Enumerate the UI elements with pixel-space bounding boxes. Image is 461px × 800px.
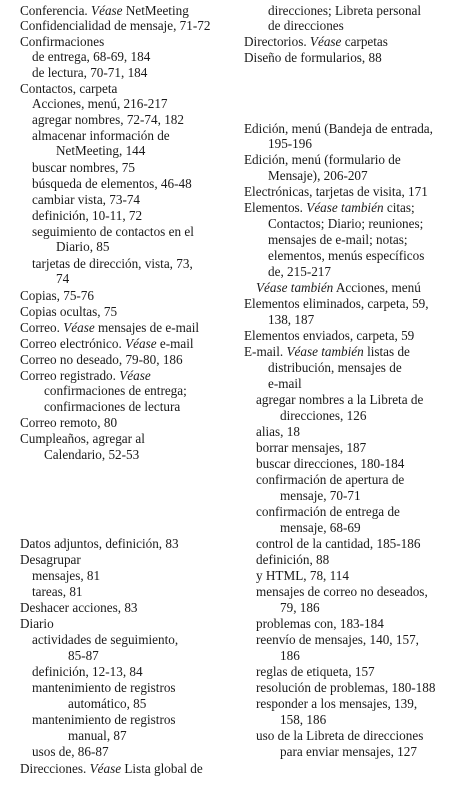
index-entry-text: 74 — [56, 271, 70, 286]
index-entry-text: uso de la Libreta de direcciones — [256, 728, 424, 743]
index-entry-text: Diario, 85 — [56, 239, 110, 254]
index-entry — [68, 648, 99, 663]
index-entry-text: Diario — [20, 616, 54, 631]
index-entry-text: mensajes de e-mail; notas; — [268, 232, 408, 247]
index-entry-text: Copias ocultas, 75 — [20, 304, 118, 319]
index-entry — [20, 352, 183, 367]
index-entry-text: Correo electrónico. — [20, 336, 126, 351]
index-entry — [32, 744, 109, 759]
index-entry — [268, 168, 368, 183]
index-entry — [20, 431, 145, 446]
index-entry-text: Contactos; Diario; reuniones; — [268, 216, 424, 231]
index-entry — [268, 232, 408, 247]
index-entry-text: 186 — [280, 648, 300, 663]
index-entry — [20, 320, 199, 335]
index-entry — [268, 376, 302, 391]
index-entry — [20, 18, 210, 33]
index-entry — [244, 152, 401, 167]
index-entry — [280, 520, 361, 535]
cross-reference-label: Véase — [91, 3, 123, 18]
index-entry-text: actividades de seguimiento, — [32, 632, 179, 647]
index-entry — [20, 288, 94, 303]
index-entry — [256, 680, 435, 695]
index-entry — [280, 744, 417, 759]
cross-reference-label: Véase — [119, 368, 151, 383]
index-entry — [244, 344, 410, 359]
index-entry-text: E-mail. — [244, 344, 287, 359]
cross-reference-label: Véase — [63, 320, 95, 335]
index-entry-text: carpetas — [341, 34, 388, 49]
index-entry — [244, 296, 429, 311]
index-entry-text: definición, 88 — [256, 552, 330, 567]
index-entry — [20, 304, 117, 319]
index-entry-text: para enviar mensajes, 127 — [280, 744, 417, 759]
index-entry-text: NetMeeting — [122, 3, 189, 18]
index-entry — [68, 728, 127, 743]
index-entry — [256, 664, 375, 679]
index-entry — [256, 632, 419, 647]
index-entry — [32, 96, 168, 111]
index-entry-text: borrar mensajes, 187 — [256, 440, 367, 455]
index-entry-text: e-mail — [156, 336, 194, 351]
index-entry-text: Elementos. — [244, 200, 307, 215]
index-entry-text: Desagrupar — [20, 552, 81, 567]
index-entry-text: buscar direcciones, 180-184 — [256, 456, 405, 471]
index-entry — [68, 696, 146, 711]
index-entry-text: reenvío de mensajes, 140, 157, — [256, 632, 419, 647]
index-entry-text: manual, 87 — [68, 728, 127, 743]
index-entry-text: Conferencia. — [20, 3, 92, 18]
index-entry-text: mantenimiento de registros — [32, 680, 176, 695]
index-entry-text: Confidencialidad de mensaje, 71-72 — [20, 18, 211, 33]
index-entry — [268, 3, 421, 18]
index-entry — [20, 368, 151, 383]
index-entry-text: 79, 186 — [280, 600, 320, 615]
index-entry — [244, 200, 415, 215]
index-entry-text: mensajes, 81 — [32, 568, 101, 583]
index-entry — [20, 600, 138, 615]
index-entry-text: cambiar vista, 73-74 — [32, 192, 141, 207]
index-entry — [244, 328, 414, 343]
index-entry — [256, 616, 384, 631]
index-entry-text: confirmaciones de entrega; — [44, 383, 187, 398]
index-entry-text: Elementos eliminados, carpeta, 59, — [244, 296, 429, 311]
index-entry-text: 195-196 — [268, 136, 312, 151]
index-entry-text: e-mail — [268, 376, 302, 391]
index-entry — [244, 121, 433, 136]
index-entry — [32, 664, 143, 679]
index-entry-text: resolución de problemas, 180-188 — [256, 680, 436, 695]
index-entry-text: tarjetas de dirección, vista, 73, — [32, 256, 193, 271]
index-entry-text: y HTML, 78, 114 — [256, 568, 349, 583]
index-entry-text: problemas con, 183-184 — [256, 616, 384, 631]
index-entry — [256, 696, 417, 711]
index-entry-text: citas; — [383, 200, 415, 215]
index-entry — [20, 415, 117, 430]
cross-reference-label: Véase también — [256, 280, 334, 295]
index-entry — [268, 18, 344, 33]
index-entry — [44, 447, 139, 462]
index-entry — [32, 568, 100, 583]
index-entry — [280, 600, 320, 615]
index-entry-text: Copias, 75-76 — [20, 288, 94, 303]
index-entry — [56, 239, 109, 254]
index-entry — [256, 504, 400, 519]
index-entry — [256, 584, 428, 599]
index-entry — [280, 712, 326, 727]
index-entry — [32, 128, 170, 143]
index-entry — [20, 761, 203, 776]
index-entry-text: control de la cantidad, 185-186 — [256, 536, 421, 551]
index-entry — [244, 50, 382, 65]
index-entry — [20, 3, 189, 18]
index-entry — [44, 383, 187, 398]
index-entry-text: búsqueda de elementos, 46-48 — [32, 176, 192, 191]
index-entry — [32, 712, 176, 727]
index-entry — [32, 192, 140, 207]
index-entry-text: reglas de etiqueta, 157 — [256, 664, 375, 679]
index-entry-text: Correo no deseado, 79-80, 186 — [20, 352, 183, 367]
index-entry-text: direcciones; Libreta personal — [268, 3, 422, 18]
index-entry-text: Direcciones. — [20, 761, 90, 776]
index-entry-text: Calendario, 52-53 — [44, 447, 140, 462]
index-entry-text: Acciones, menú — [333, 280, 421, 295]
index-entry — [32, 256, 193, 271]
index-entry-text: de direcciones — [268, 18, 344, 33]
index-entry-text: Edición, menú (formulario de — [244, 152, 401, 167]
index-entry-text: Elementos enviados, carpeta, 59 — [244, 328, 415, 343]
index-entry — [32, 176, 192, 191]
index-entry-text: 138, 187 — [268, 312, 315, 327]
index-entry — [32, 208, 142, 223]
index-entry — [244, 34, 388, 49]
index-entry-text: agregar nombres, 72-74, 182 — [32, 112, 184, 127]
index-entry — [256, 536, 420, 551]
index-entry — [20, 552, 81, 567]
index-entry-text: alias, 18 — [256, 424, 300, 439]
cross-reference-label: Véase también — [286, 344, 364, 359]
index-entry — [268, 312, 314, 327]
index-entry — [256, 568, 349, 583]
index-entry — [32, 680, 176, 695]
index-entry — [256, 392, 423, 407]
cross-reference-label: Véase — [89, 761, 122, 776]
index-entry-text: Directorios. — [244, 34, 310, 49]
index-entry-text: almacenar información de — [32, 128, 170, 143]
index-entry — [56, 143, 145, 158]
index-entry-text: NetMeeting, 144 — [56, 143, 146, 158]
index-entry-text: definición, 12-13, 84 — [32, 664, 143, 679]
index-entry — [280, 648, 300, 663]
index-entry — [32, 632, 178, 647]
index-entry-text: Correo remoto, 80 — [20, 415, 118, 430]
index-entry — [256, 456, 404, 471]
index-entry — [20, 34, 104, 49]
index-entry-text: Edición, menú (Bandeja de entrada, — [244, 121, 433, 136]
cross-reference-label: Véase también — [306, 200, 384, 215]
index-entry — [244, 184, 428, 199]
cross-reference-label: Véase — [309, 34, 342, 49]
index-entry-text: de entrega, 68-69, 184 — [32, 49, 151, 64]
index-entry-text: automático, 85 — [68, 696, 147, 711]
index-entry-text: mantenimiento de registros — [32, 712, 176, 727]
index-entry — [32, 224, 194, 239]
index-entry — [32, 65, 147, 80]
index-entry-text: usos de, 86-87 — [32, 744, 109, 759]
index-entry — [268, 360, 402, 375]
index-entry-text: responder a los mensajes, 139, — [256, 696, 418, 711]
index-entry-text: mensajes de correo no deseados, — [256, 584, 428, 599]
index-entry — [32, 112, 184, 127]
index-entry-text: mensajes de e-mail — [94, 320, 200, 335]
index-entry — [268, 248, 424, 263]
index-entry — [268, 264, 331, 279]
index-entry — [32, 160, 135, 175]
index-entry-text: Datos adjuntos, definición, 83 — [20, 536, 179, 551]
index-entry — [256, 424, 300, 439]
index-entry-text: Lista global de — [121, 761, 203, 776]
index-entry — [256, 728, 423, 743]
index-entry — [20, 336, 194, 351]
cross-reference-label: Véase — [125, 336, 157, 351]
index-entry-text: Diseño de formularios, 88 — [244, 50, 382, 65]
index-entry-text: de, 215-217 — [268, 264, 331, 279]
index-entry-text: Correo registrado. — [20, 368, 120, 383]
index-entry — [280, 408, 366, 423]
index-entry-text: tareas, 81 — [32, 584, 83, 599]
index-entry-text: mensaje, 70-71 — [280, 488, 361, 503]
index-entry-text: Contactos, carpeta — [20, 81, 118, 96]
index-entry-text: Correo. — [20, 320, 64, 335]
index-entry-text: Mensaje), 206-207 — [268, 168, 368, 183]
index-entry — [268, 216, 423, 231]
index-entry-text: confirmaciones de lectura — [44, 399, 181, 414]
index-entry-text: direcciones, 126 — [280, 408, 367, 423]
index-entry-text: Deshacer acciones, 83 — [20, 600, 138, 615]
index-entry — [280, 488, 361, 503]
index-entry-text: Electrónicas, tarjetas de visita, 171 — [244, 184, 428, 199]
index-entry — [20, 536, 179, 551]
index-entry-text: Cumpleaños, agregar al — [20, 431, 145, 446]
index-entry-text: 85-87 — [68, 648, 99, 663]
index-entry-text: distribución, mensajes de — [268, 360, 402, 375]
index-entry — [256, 440, 366, 455]
index-entry-text: Acciones, menú, 216-217 — [32, 96, 168, 111]
index-entry — [268, 136, 312, 151]
index-entry-text: confirmación de apertura de — [256, 472, 405, 487]
index-entry — [256, 472, 404, 487]
index-entry — [56, 271, 69, 286]
index-entry-text: agregar nombres a la Libreta de — [256, 392, 424, 407]
index-entry — [256, 552, 329, 567]
index-entry — [256, 280, 421, 295]
index-entry-text: seguimiento de contactos en el — [32, 224, 194, 239]
index-entry-text: 158, 186 — [280, 712, 327, 727]
index-entry — [20, 81, 117, 96]
index-entry-text: mensaje, 68-69 — [280, 520, 361, 535]
index-entry-text: definición, 10-11, 72 — [32, 208, 143, 223]
index-entry-text: listas de — [363, 344, 410, 359]
index-entry-text: de lectura, 70-71, 184 — [32, 65, 148, 80]
index-entry-text: confirmación de entrega de — [256, 504, 400, 519]
index-entry — [20, 616, 54, 631]
index-entry — [32, 49, 150, 64]
index-entry-text: Confirmaciones — [20, 34, 105, 49]
index-entry — [32, 584, 83, 599]
index-entry — [44, 399, 180, 414]
index-entry-text: elementos, menús específicos — [268, 248, 425, 263]
index-entry-text: buscar nombres, 75 — [32, 160, 135, 175]
